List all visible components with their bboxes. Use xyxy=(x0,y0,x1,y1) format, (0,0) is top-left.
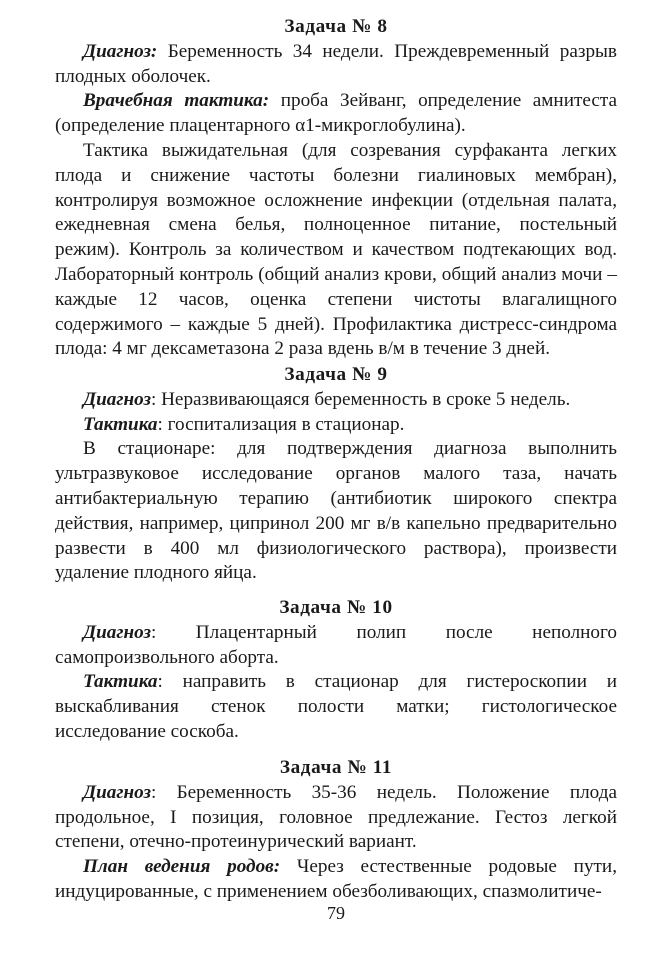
task-8-section xyxy=(55,15,617,362)
diagnosis-text: : Плацентарный полип после неполного самопроизвольного аборта. xyxy=(55,621,617,668)
delivery-plan-text: Через естественные родовые пути, индуцированные, с применением обезболивающих, спазмолитиче- xyxy=(55,856,617,902)
task-9-hospital-paragraph xyxy=(55,437,617,586)
tactics-label: Тактика xyxy=(83,671,158,693)
task-8-management-paragraph xyxy=(55,139,617,362)
tactics-label: Тактика xyxy=(83,413,158,435)
diagnosis-text: Беременность 34 недели. Преждевременный разрыв плодных оболочек. xyxy=(55,40,617,87)
task-8-title: Задача № 8 xyxy=(284,16,388,37)
tactics-text: : госпитализация в стационар. xyxy=(157,413,405,435)
task-11-delivery-plan-paragraph xyxy=(55,855,617,905)
task-9-diagnosis-paragraph xyxy=(55,388,617,413)
tactics-label: Врачебная тактика: xyxy=(83,90,270,112)
diagnosis-text: : Беременность 35-36 недель. Положение плода продольное, I позиция, головное предлежание. Гестоз легкой степени, отечно-протеинурический вариант. xyxy=(55,781,617,853)
tactics-text: проба Зейванг, определение амнитеста (определение плацентарного α1-микроглобулина). xyxy=(55,90,617,137)
diagnosis-label: Диагноз xyxy=(83,781,151,803)
diagnosis-text: : Неразвивающаяся беременность в сроке 5 недель. xyxy=(150,388,571,410)
task-11-section xyxy=(55,756,617,905)
diagnosis-label: Диагноз: xyxy=(83,40,158,62)
task-10-tactics-paragraph xyxy=(55,670,617,744)
management-text: Тактика выжидательная (для созревания сурфаканта легких плода и снижение частоты болезни гиалиновых мембран), контролируя возможное осложнение инфекции (отдельная палата, ежедневная смена белья, полноценное питание, постельный режим). Контроль за количеством и качеством подтекающих вод. Лабораторный контроль (общий анализ крови, общий анализ мочи – каждые 12 часов, оценка степени чистоты влагалищного содержимого – каждые 5 дней). Профилактика дистресс-синдрома плода: 4 мг дексаметазона 2 раза вдень в/м в течение 3 дней. xyxy=(55,139,617,360)
task-9-title: Задача № 9 xyxy=(284,364,388,385)
tactics-text: : направить в стационар для гистероскопии и выскабливания стенок полости матки; гистологическое исследование соскоба. xyxy=(55,671,617,742)
document-page xyxy=(55,0,617,960)
diagnosis-label: Диагноз xyxy=(83,388,151,410)
task-11-title: Задача № 11 xyxy=(279,757,393,778)
task-9-tactics-paragraph xyxy=(55,413,617,438)
task-10-title: Задача № 10 xyxy=(279,597,393,618)
diagnosis-label: Диагноз xyxy=(83,621,151,643)
task-8-diagnosis-paragraph xyxy=(55,40,617,90)
hospital-text: В стационаре: для подтверждения диагноза выполнить ультразвуковое исследование органов малого таза, начать антибактериальную терапию (антибиотик широкого спектра действия, например, ципринол 200 мг в/в капельно предварительно развести в 400 мл физиологического раствора), произвести удаление плодного яйца. xyxy=(55,438,617,584)
delivery-plan-label: План ведения родов: xyxy=(83,856,281,878)
task-8-tactics-paragraph xyxy=(55,89,617,139)
task-10-diagnosis-paragraph xyxy=(55,621,617,671)
page-number: 79 xyxy=(327,903,345,923)
task-11-diagnosis-paragraph xyxy=(55,781,617,855)
task-9-section xyxy=(55,363,617,586)
task-10-section xyxy=(55,596,617,745)
